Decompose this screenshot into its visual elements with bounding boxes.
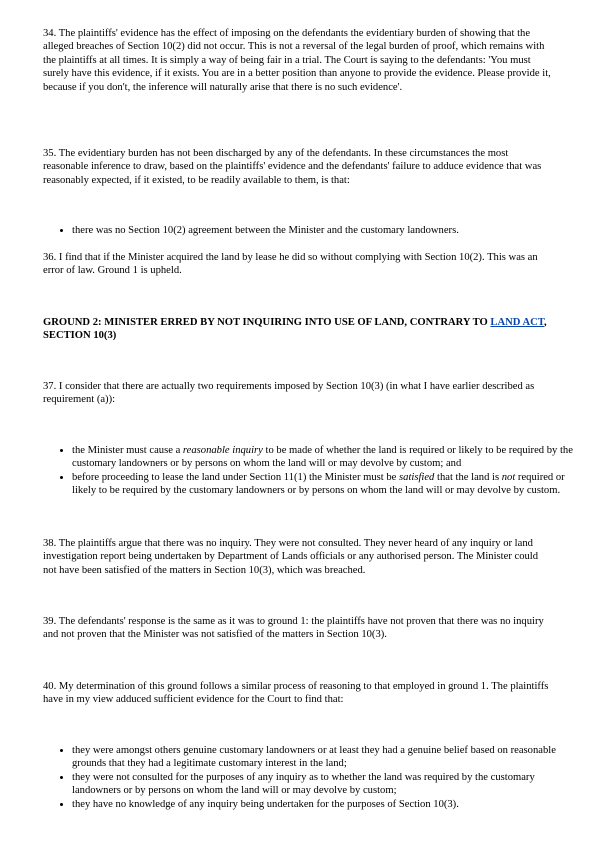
- emphasis: satisfied: [399, 471, 435, 483]
- paragraph-39: 39. The defendants' response is the same as it was to ground 1: the plaintiffs have not proven that there was no inquiry and not proven that the Minister was not satisfied of the matters in Section 10(3).: [43, 616, 544, 641]
- emphasis: not: [501, 471, 516, 483]
- paragraph-37: 37. I consider that there are actually two requirements imposed by Section 10(3) (in what I have earlier described as requirement (a)):: [43, 381, 535, 406]
- list-40: [43, 744, 582, 811]
- list-item: • the Minister must cause a reasonable inquiry to be made of whether the land is required or likely to be required by the customary landowners or by persons on whom the land will or may devolve by custom; and: [72, 444, 582, 471]
- land-act-link[interactable]: LAND ACT: [490, 317, 545, 328]
- list-item: • they were amongst others genuine customary landowners or at least they had a genuine belief based on reasonable grounds that they had a legitimate customary interest in the land;: [72, 744, 582, 771]
- ground-2-heading: [43, 316, 553, 343]
- paragraph-36: 36. I find that if the Minister acquired the land by lease he did so without complying with Section 10(2). This was an error of law. Ground 1 is upheld.: [43, 252, 538, 277]
- list-item: • they were not consulted for the purposes of any inquiry as to whether the land was required by the customary landowners or by persons on whom the land will or may devolve by custom;: [72, 771, 582, 798]
- ground-2-heading-suffix: , SECTION 10(3): [43, 317, 547, 342]
- emphasis: reasonable inquiry: [182, 445, 263, 456]
- list-item: • they have no knowledge of any inquiry being undertaken for the purposes of Section 10(3).: [72, 798, 582, 811]
- list-item: • before proceeding to lease the land under Section 11(1) the Minister must be satisfied that the land is not required or likely to be required by the customary landowners or by persons on whom the land will or may devolve by custom.: [72, 471, 582, 498]
- list-item: • there was no Section 10(2) agreement between the Minister and the customary landowners.: [72, 224, 582, 237]
- paragraph-35: 35. The evidentiary burden has not been discharged by any of the defendants. In these circumstances the most reasonable inference to draw, based on the plaintiffs' evidence and the defendants' failure to adduce evidence that was reasonably expected, if it existed, to be readily available to them, is that:: [43, 148, 542, 186]
- list-35: [43, 224, 582, 237]
- list-37: [43, 444, 582, 498]
- paragraph-38: 38. The plaintiffs argue that there was no inquiry. They were not consulted. They never heard of any inquiry or land investigation report being undertaken by Department of Lands officials or any authorised person. The Minister could not have been satisfied of the matters in Section 10(3), which was breached.: [43, 538, 539, 576]
- paragraph-34: 34. The plaintiffs' evidence has the effect of imposing on the defendants the evidentiary burden of showing that the alleged breaches of Section 10(2) did not occur. This is not a reversal of the legal burden of proof, which remains with the plaintiffs at all times. It is simply a way of being fair in a trial. The Court is saying to the defendants: 'You must surely have this evidence, if it exists. You are in a better position than anyone to provide the evidence. Please provide it, because if you don't, the inference will naturally arise that there is no such evidence'.: [43, 28, 551, 93]
- paragraph-40: 40. My determination of this ground follows a similar process of reasoning to that employed in ground 1. The plaintiffs have in my view adduced sufficient evidence for the Court to find that:: [43, 681, 549, 706]
- ground-2-heading-text: GROUND 2: MINISTER ERRED BY NOT INQUIRING INTO USE OF LAND, CONTRARY TO: [43, 317, 491, 328]
